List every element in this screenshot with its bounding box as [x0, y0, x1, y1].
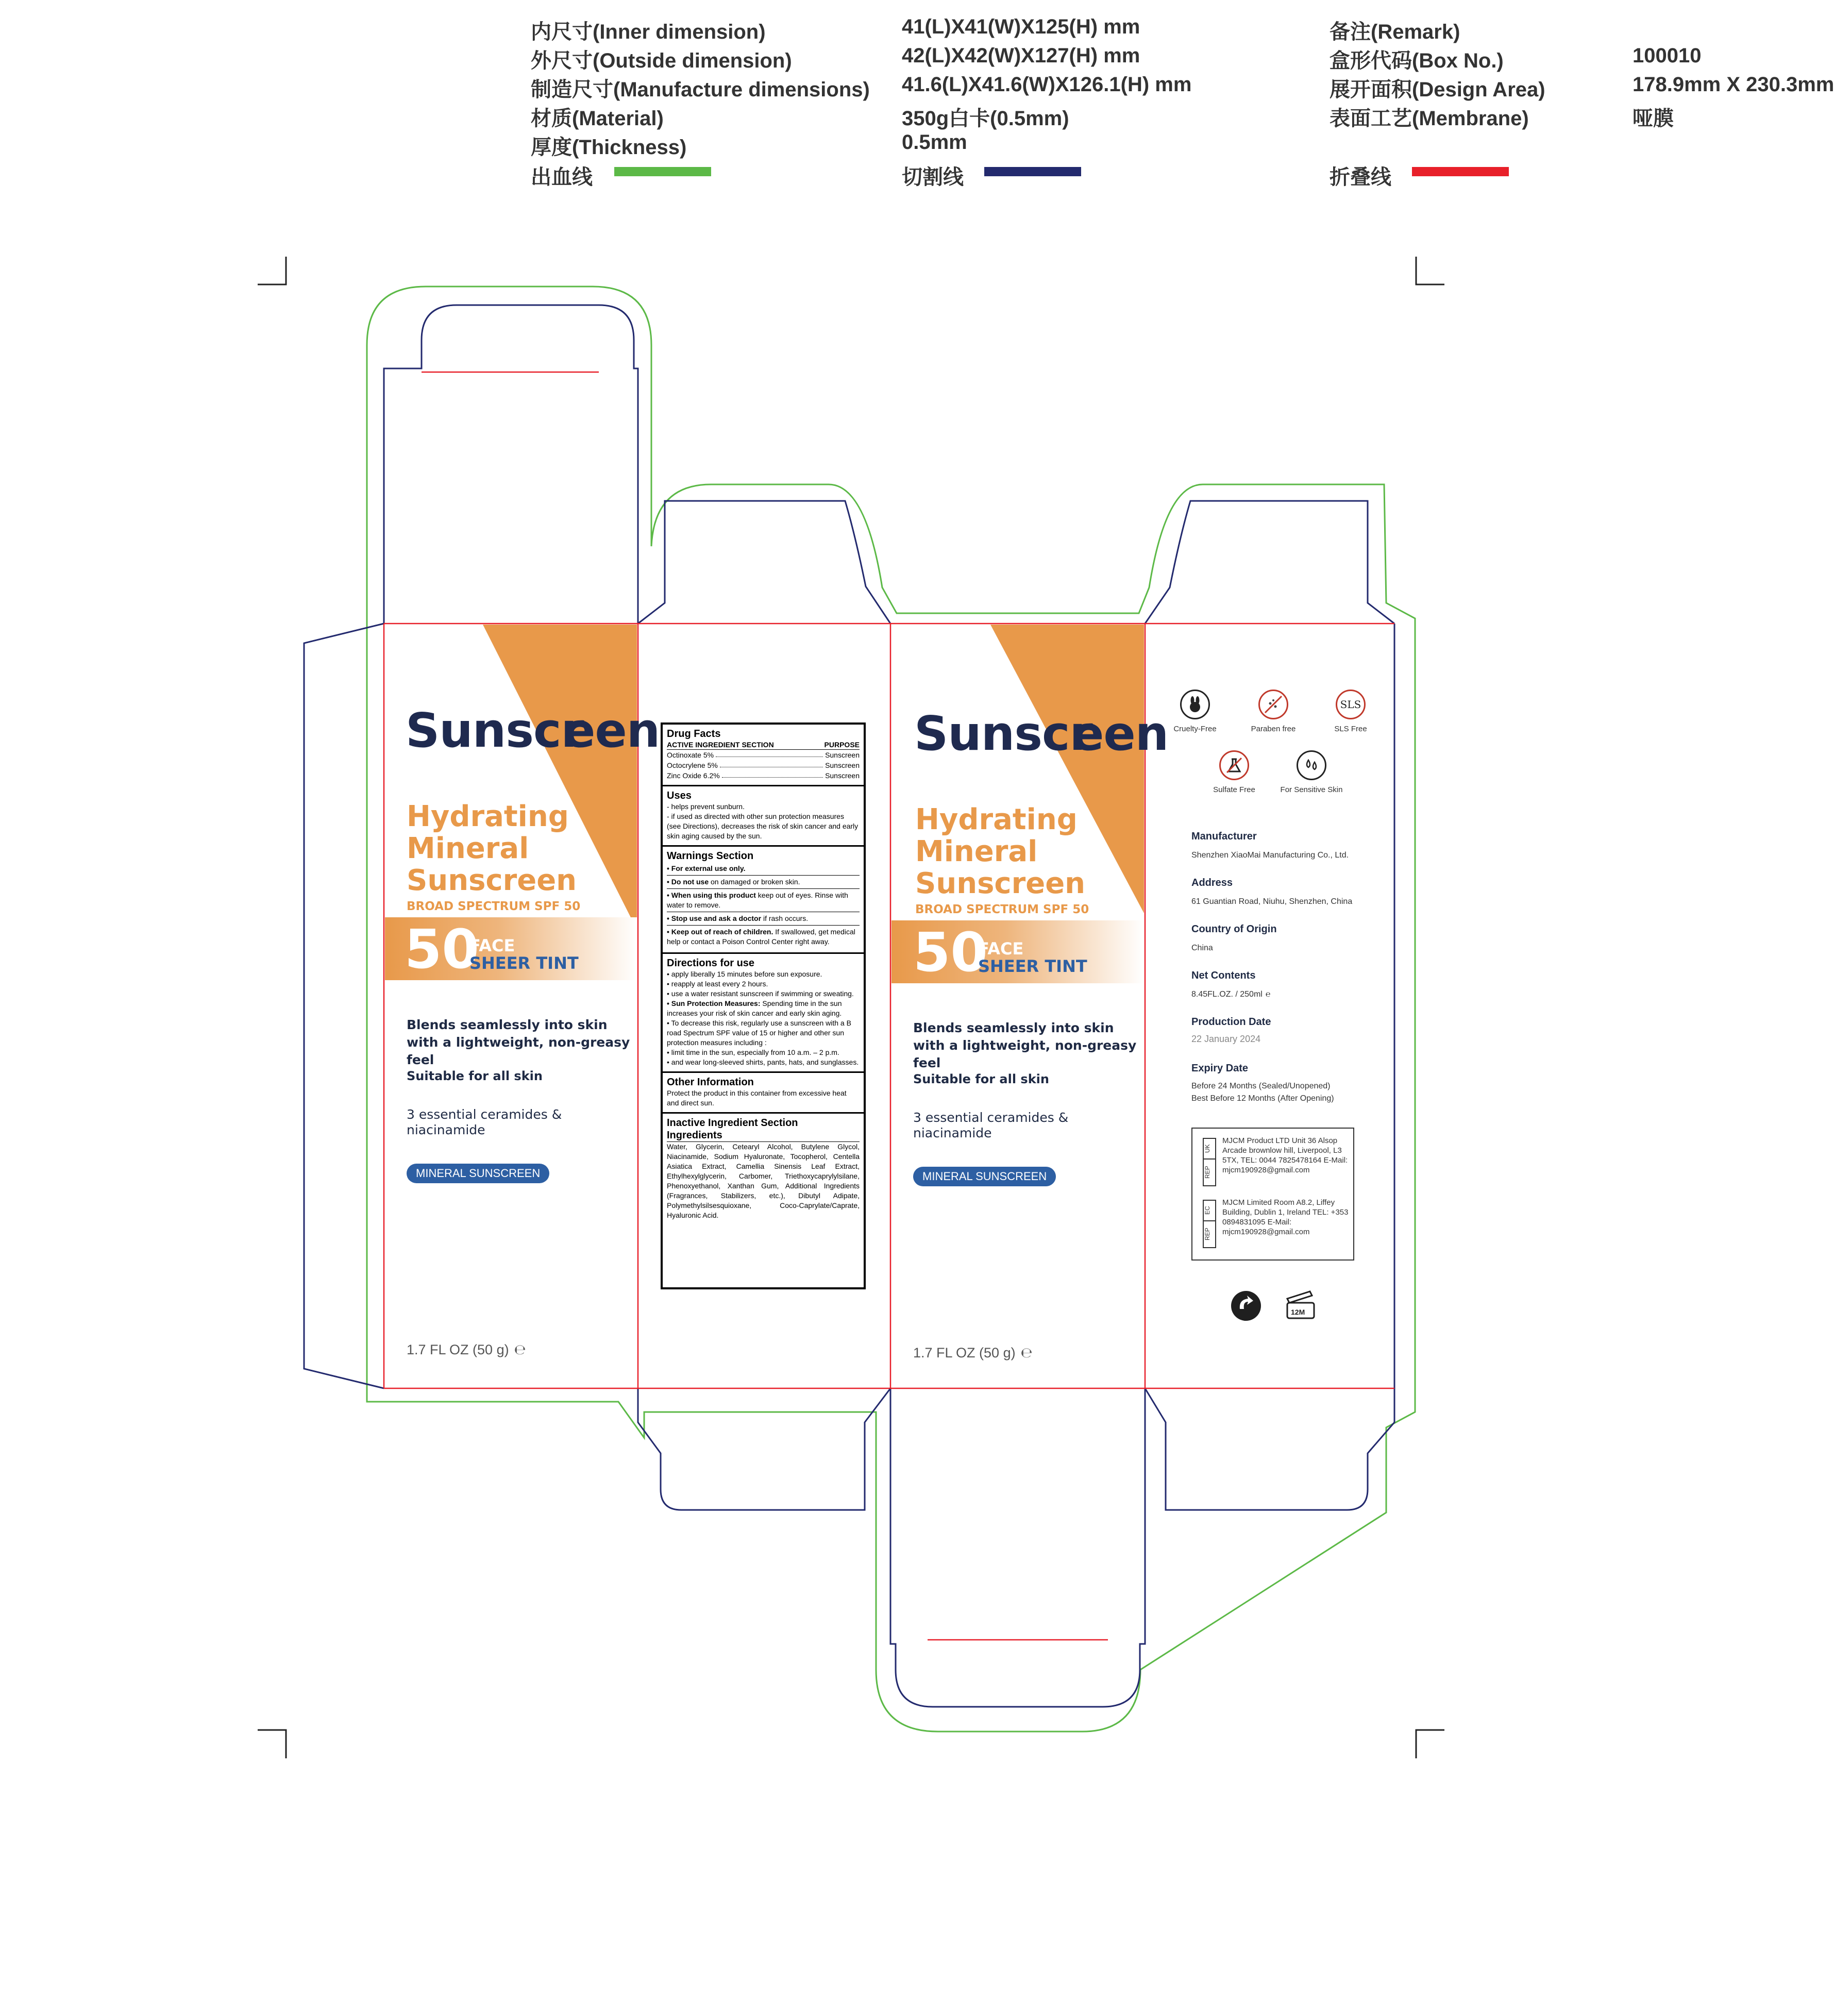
- active-purpose: Sunscreen: [825, 761, 860, 769]
- ingredients-text: Water, Glycerin, Cetearyl Alcohol, Butylene Glycol, Niacinamide, Sodium Hyaluronate, Tocopherol, Centella Asiatica Extract, Camellia Sinensis Leaf Extract, Ethylhexylglycerin, Carbomer, Triethoxycaprylylsilane, Phenoxyethanol, Xanthan Gum, Additional Ingredients (Fragrances, Stabilizers, etc.), Dibutyl Adipate, Polymethylsilsesquioxane, Coco-Caprylate/Caprate, Hyaluronic Acid.: [667, 1143, 860, 1219]
- direction-item: • and wear long-sleeved shirts, pants, hats, and sunglasses.: [667, 1058, 859, 1066]
- uses-title: Uses: [667, 790, 692, 801]
- e-mark-icon: ℮: [1265, 990, 1271, 999]
- rabbit-icon: [1180, 690, 1210, 719]
- net-contents-heading: Net Contents: [1191, 970, 1256, 981]
- headline-line-1: Hydrating: [407, 800, 569, 833]
- active-name: Octinoxate 5%: [667, 751, 714, 759]
- bleed-line-label: 出血线: [531, 166, 593, 189]
- other-info-title: Other Information: [667, 1077, 754, 1088]
- headline-line-2: Mineral: [407, 832, 529, 865]
- direction-item: • use a water resistant sunscreen if swimming or sweating.: [667, 989, 854, 998]
- design-area-label: 展开面积(Design Area): [1330, 78, 1545, 101]
- brand-title-part1: Sunscr: [914, 706, 1092, 761]
- outside-dimension-value: 42(L)X42(W)X127(H) mm: [902, 44, 1140, 67]
- net-weight-text: 1.7 FL OZ (50 g): [913, 1345, 1016, 1360]
- active-purpose: Sunscreen: [825, 771, 860, 780]
- manufacture-dimension-value: 41.6(L)X41.6(W)X126.1(H) mm: [902, 73, 1192, 96]
- membrane-value: 哑膜: [1633, 107, 1674, 130]
- active-ingredient-header: ACTIVE INGREDIENT SECTION: [667, 741, 774, 749]
- purpose-header: PURPOSE: [824, 741, 860, 749]
- sls-free-label: SLS Free: [1334, 725, 1367, 733]
- uses-section: [663, 786, 864, 847]
- sls-free-icon: [1336, 690, 1366, 719]
- mineral-sunscreen-badge: MINERAL SUNSCREEN: [407, 1164, 549, 1183]
- manufacture-dimension-label: 制造尺寸(Manufacture dimensions): [531, 78, 870, 101]
- active-row: [667, 750, 860, 760]
- ec-rep-address: MJCM Limited Room A8.2, Liffey Building, Dublin 1, Ireland TEL: +353 0894831095 E-Mail: mjcm190928@gmail.com: [1222, 1198, 1349, 1236]
- direction-item: • Sun Protection Measures: Spending time in the sun increases your risk of skin cancer and early skin aging.: [667, 999, 842, 1017]
- blend-claim: Blends seamlessly into skin with a lightweight, non-greasy feel: [913, 1020, 1137, 1070]
- warning-item: • When using this product keep out of eyes. Rinse with water to remove.: [667, 889, 860, 912]
- uk-rep-address: MJCM Product LTD Unit 36 Alsop Arcade brownlow hill, Liverpool, L3 5TX, TEL: 0044 7825478164 E-Mail: mjcm190928@gmail.com: [1222, 1136, 1348, 1174]
- address-heading: Address: [1191, 877, 1233, 888]
- mineral-sunscreen-badge: MINERAL SUNSCREEN: [913, 1167, 1056, 1186]
- ceramides-claim: 3 essential ceramides & niacinamide: [407, 1107, 562, 1137]
- sheer-tint-label: SHEER TINT: [978, 956, 1087, 976]
- fold-line-label: 折叠线: [1330, 166, 1391, 189]
- other-info-text: Protect the product in this container from excessive heat and direct sun.: [667, 1089, 847, 1107]
- broad-spectrum-label: BROAD SPECTRUM SPF 50: [407, 900, 581, 913]
- front-panel-1: [385, 625, 660, 1387]
- drug-facts-title: Drug Facts: [667, 728, 721, 740]
- drug-facts-box: [661, 723, 866, 1289]
- expiry-opened: Best Before 12 Months (After Opening): [1191, 1094, 1334, 1103]
- sulfate-free-label: Sulfate Free: [1213, 785, 1255, 794]
- broad-spectrum-label: BROAD SPECTRUM SPF 50: [915, 903, 1089, 916]
- suitable-claim: Suitable for all skin: [913, 1072, 1049, 1086]
- inner-dimension-value: 41(L)X41(W)X125(H) mm: [902, 15, 1140, 38]
- warning-item: • For external use only.: [667, 862, 860, 876]
- direction-item: • To decrease this risk, regularly use a sunscreen with a B road Spectrum SPF value of 15 or higher and other sun protection measures including :: [667, 1019, 851, 1047]
- spf-number: 50: [913, 921, 988, 984]
- ceramides-claim: 3 essential ceramides & niacinamide: [913, 1110, 1069, 1140]
- expiry-unopened: Before 24 Months (Sealed/Unopened): [1191, 1082, 1331, 1090]
- directions-section: [663, 954, 864, 1073]
- design-area-value: 178.9mm X 230.3mm: [1633, 73, 1834, 96]
- suitable-claim: Suitable for all skin: [407, 1069, 543, 1083]
- active-purpose: Sunscreen: [825, 751, 860, 759]
- paraben-free-icon: [1258, 690, 1288, 719]
- sensitive-skin-icon: [1297, 750, 1326, 780]
- brand-title-part2: een: [1072, 706, 1169, 761]
- active-row: [667, 770, 860, 781]
- remark-label: 备注(Remark): [1330, 21, 1460, 43]
- inactive-title: Inactive Ingredient Section: [667, 1117, 798, 1129]
- sls-glyph: SLS: [1340, 698, 1361, 711]
- representative-box: [1191, 1128, 1354, 1261]
- net-weight-text: 1.7 FL OZ (50 g): [407, 1342, 509, 1357]
- production-date-value: 22 January 2024: [1191, 1034, 1261, 1044]
- uses-item: - helps prevent sunburn.: [667, 802, 745, 811]
- warnings-section: [663, 847, 864, 954]
- net-weight: [407, 1342, 526, 1358]
- material-value: 350g白卡(0.5mm): [902, 107, 1069, 130]
- headline-line-3: Sunscreen: [407, 864, 577, 897]
- net-contents-value: 8.45FL.OZ. / 250ml ℮: [1191, 990, 1271, 999]
- e-mark-icon: ℮: [1020, 1345, 1033, 1361]
- material-label: 材质(Material): [531, 107, 664, 130]
- origin-heading: Country of Origin: [1191, 923, 1277, 935]
- sensitive-skin-label: For Sensitive Skin: [1280, 785, 1343, 794]
- inner-dimension-label: 内尺寸(Inner dimension): [531, 21, 766, 43]
- drug-facts-actives-section: [663, 725, 864, 786]
- expiry-date-heading: Expiry Date: [1191, 1063, 1249, 1074]
- direction-item: • limit time in the sun, especially from 10 a.m. – 2 p.m.: [667, 1048, 839, 1056]
- outside-dimension-label: 外尺寸(Outside dimension): [531, 49, 792, 72]
- brand-title-part1: Sunscr: [406, 703, 584, 758]
- pao-jar-icon: [1284, 1288, 1317, 1321]
- sulfate-free-icon: [1219, 750, 1249, 780]
- uk-rep-tag: REP: [1203, 1158, 1216, 1186]
- warning-item: • Do not use on damaged or broken skin.: [667, 876, 860, 889]
- spf-number: 50: [405, 918, 479, 981]
- pao-label: 12M: [1291, 1308, 1305, 1316]
- cut-line-label: 切割线: [902, 166, 964, 189]
- thickness-label: 厚度(Thickness): [531, 136, 687, 159]
- active-name: Zinc Oxide 6.2%: [667, 771, 720, 780]
- brand-title-part2: een: [563, 703, 660, 758]
- production-date-heading: Production Date: [1191, 1016, 1271, 1028]
- ingredients-title: Ingredients: [667, 1129, 860, 1142]
- warning-item: • Stop use and ask a doctor if rash occurs.: [667, 912, 860, 926]
- active-row: [667, 760, 860, 770]
- blend-claim: Blends seamlessly into skin with a lightweight, non-greasy feel: [407, 1017, 630, 1067]
- face-label: FACE: [978, 939, 1024, 959]
- ec-tag: EC: [1203, 1200, 1216, 1221]
- headline-line-1: Hydrating: [915, 803, 1078, 836]
- direction-item: • reapply at least every 2 hours.: [667, 980, 768, 988]
- direction-item: • apply liberally 15 minutes before sun exposure.: [667, 970, 822, 978]
- directions-title: Directions for use: [667, 957, 755, 969]
- manufacturer-heading: Manufacturer: [1191, 831, 1257, 842]
- paraben-free-label: Paraben free: [1251, 725, 1296, 733]
- sheer-tint-label: SHEER TINT: [469, 953, 579, 973]
- box-no-value: 100010: [1633, 44, 1702, 67]
- active-header-row: [667, 740, 860, 750]
- membrane-label: 表面工艺(Membrane): [1330, 107, 1529, 130]
- active-name: Octocrylene 5%: [667, 761, 718, 769]
- box-no-label: 盒形代码(Box No.): [1330, 49, 1504, 72]
- thickness-value: 0.5mm: [902, 131, 967, 154]
- uses-item: - if used as directed with other sun protection measures (see Directions), decreases the risk of skin cancer and early skin aging caused by the sun.: [667, 812, 859, 840]
- other-info-section: [663, 1073, 864, 1114]
- address-value: 61 Guantian Road, Niuhu, Shenzhen, China: [1191, 897, 1353, 906]
- warning-item: • Keep out of reach of children. If swallowed, get medical help or contact a Poison Control Center right away.: [667, 928, 855, 946]
- warnings-title: Warnings Section: [667, 850, 754, 862]
- cruelty-free-label: Cruelty-Free: [1173, 725, 1217, 733]
- face-label: FACE: [469, 936, 515, 955]
- front-panel-2: [891, 625, 1169, 1387]
- inactive-section: [663, 1114, 864, 1224]
- net-weight: [913, 1345, 1033, 1361]
- origin-value: China: [1191, 944, 1213, 952]
- manufacturer-value: Shenzhen XiaoMai Manufacturing Co., Ltd.: [1191, 851, 1349, 860]
- headline-line-2: Mineral: [915, 835, 1038, 868]
- e-mark-icon: ℮: [514, 1342, 526, 1358]
- ec-rep-tag: REP: [1203, 1220, 1216, 1248]
- uk-tag: UK: [1203, 1138, 1216, 1160]
- recycle-icon: [1230, 1289, 1263, 1322]
- headline-line-3: Sunscreen: [915, 867, 1086, 900]
